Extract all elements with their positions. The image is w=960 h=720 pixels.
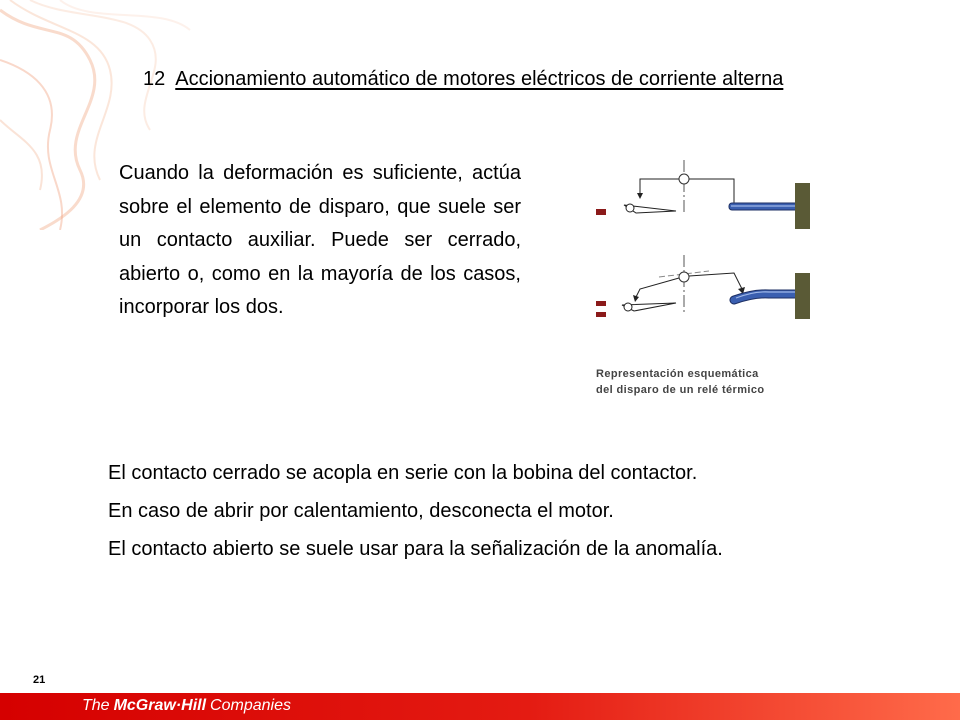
bullet-item: El contacto cerrado se acopla en serie con la bobina del contactor.: [108, 462, 698, 484]
figure-caption: [596, 366, 765, 398]
diagram-rest-state: [596, 160, 810, 229]
body-paragraph: Cuando la deformación es suficiente, actúa sobre el elemento de disparo, que suele ser un contacto auxiliar. Puede ser cerrado, abierto o, como en la mayoría de los casos, incorporar los dos.: [119, 162, 521, 318]
bullet-item: El contacto abierto se suele usar para la señalización de la anomalía.: [108, 538, 723, 560]
section-number: 12: [143, 68, 166, 90]
page-number: 21: [33, 674, 46, 686]
footer-bar: [0, 693, 960, 720]
bullet-item: En caso de abrir por calentamiento, desconecta el motor.: [108, 500, 614, 522]
mcgraw-hill-logo: [82, 697, 291, 715]
caption-line-1: Representación esquemática: [596, 368, 759, 380]
bullet-list: [108, 459, 723, 573]
section-title: Accionamiento automático de motores eléctricos de corriente alterna: [175, 68, 784, 90]
logo-brand: McGraw·Hill: [113, 697, 207, 714]
caption-line-2: del disparo de un relé térmico: [596, 384, 765, 396]
logo-companies: Companies: [210, 697, 291, 714]
diagram-tripped-state: [596, 255, 810, 319]
page-title: [143, 68, 783, 91]
logo-the: The: [82, 697, 110, 714]
thermal-relay-diagram: [584, 155, 836, 355]
